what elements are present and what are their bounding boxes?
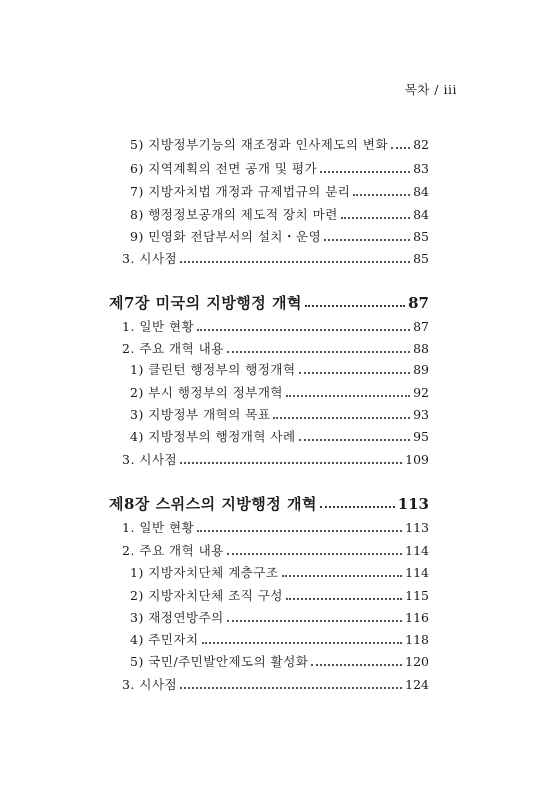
dot-leader	[320, 171, 410, 173]
dot-leader	[282, 575, 403, 577]
dot-leader	[180, 687, 402, 689]
dot-leader	[180, 261, 410, 263]
toc-entry-label: 8) 행정정보공개의 제도적 장치 마련	[130, 207, 338, 222]
toc-entry-label: 1) 클린턴 행정부의 행정개혁	[130, 362, 296, 377]
toc-entry-label: 4) 주민자치	[130, 632, 199, 647]
toc-entry-label: 9) 민영화 전담부서의 설치・운영	[130, 229, 322, 244]
toc-entry[interactable]	[122, 250, 429, 268]
toc-entry-label: 7) 지방자치법 개정과 규제법규의 분리	[130, 184, 351, 199]
dot-leader	[391, 147, 410, 149]
toc-entry[interactable]	[122, 519, 429, 537]
dot-leader	[299, 372, 411, 374]
toc-entry-page: 114	[405, 565, 429, 580]
toc-entry[interactable]	[130, 384, 429, 402]
dot-leader	[305, 305, 405, 307]
toc-entry[interactable]	[122, 340, 429, 358]
toc-entry[interactable]	[130, 564, 429, 582]
toc-entry-page: 85	[413, 229, 429, 244]
toc-entry[interactable]	[130, 406, 429, 424]
toc-entry[interactable]	[130, 136, 429, 154]
toc-entry-label: 3. 시사점	[122, 251, 178, 266]
toc-entry[interactable]	[122, 542, 429, 560]
dot-leader	[197, 329, 410, 331]
toc-entry-page: 109	[405, 452, 429, 467]
toc-entry[interactable]	[130, 183, 429, 201]
toc-entry[interactable]	[122, 676, 429, 694]
toc-entry-page: 120	[405, 654, 429, 669]
toc-entry-page: 84	[413, 184, 429, 199]
dot-leader	[202, 642, 403, 644]
dot-leader	[286, 395, 410, 397]
dot-leader	[227, 620, 402, 622]
toc-entry-page: 84	[413, 207, 429, 222]
toc-entry-page: 115	[405, 588, 429, 603]
toc-entry-page: 118	[405, 632, 429, 647]
toc-entry-page: 82	[413, 137, 429, 152]
toc-entry-page: 113	[405, 520, 429, 535]
toc-entry-label: 3. 시사점	[122, 677, 178, 692]
toc-entry-page: 85	[413, 251, 429, 266]
toc-entry[interactable]	[130, 361, 429, 379]
toc-entry-label: 1. 일반 현황	[122, 319, 195, 334]
toc-entry-page: 87	[413, 319, 429, 334]
toc-chapter-label: 제8장 스위스의 지방행정 개혁	[109, 495, 317, 513]
toc-entry[interactable]	[130, 160, 429, 178]
dot-leader	[299, 439, 411, 441]
toc-entry[interactable]	[130, 206, 429, 224]
toc-entry-label: 2) 부시 행정부의 정부개혁	[130, 385, 284, 400]
toc-entry-label: 2) 지방자치단체 조직 구성	[130, 588, 284, 603]
running-header: 목차 / iii	[404, 82, 457, 97]
toc-entry[interactable]	[122, 451, 429, 469]
toc-entry-label: 3) 재정연방주의	[130, 610, 224, 625]
toc-entry[interactable]	[130, 587, 429, 605]
dot-leader	[273, 417, 410, 419]
toc-entry-page: 92	[413, 385, 429, 400]
dot-leader	[320, 506, 395, 508]
toc-entry-page: 95	[413, 429, 429, 444]
toc-entry[interactable]	[130, 228, 429, 246]
dot-leader	[353, 194, 410, 196]
toc-entry-label: 3. 시사점	[122, 452, 178, 467]
toc-entry[interactable]	[130, 653, 429, 671]
toc-entry-page: 114	[405, 543, 429, 558]
toc-entry-label: 2. 주요 개혁 내용	[122, 341, 224, 356]
dot-leader	[311, 664, 402, 666]
toc-entry-page: 124	[405, 677, 429, 692]
dot-leader	[197, 530, 402, 532]
toc-chapter-7[interactable]	[109, 292, 429, 314]
dot-leader	[341, 217, 410, 219]
toc-entry-label: 1) 지방자치단체 계층구조	[130, 565, 279, 580]
toc-entry-label: 4) 지방정부의 행정개혁 사례	[130, 429, 296, 444]
toc-chapter-page: 87	[408, 294, 429, 312]
toc-entry[interactable]	[130, 609, 429, 627]
toc-entry-label: 1. 일반 현황	[122, 520, 195, 535]
dot-leader	[180, 462, 402, 464]
toc-entry-page: 89	[413, 362, 429, 377]
toc-chapter-page: 113	[397, 495, 429, 513]
dot-leader	[227, 553, 402, 555]
toc-entry[interactable]	[130, 631, 429, 649]
toc-entry-label: 3) 지방정부 개혁의 목표	[130, 407, 271, 422]
toc-chapter-8[interactable]	[109, 493, 429, 515]
toc-entry-page: 88	[413, 341, 429, 356]
toc-entry-label: 6) 지역계획의 전면 공개 및 평가	[130, 161, 318, 176]
toc-entry-label: 5) 국민/주민발안제도의 활성화	[130, 654, 309, 669]
toc-entry[interactable]	[130, 428, 429, 446]
dot-leader	[227, 351, 410, 353]
toc-entry-label: 5) 지방정부기능의 재조정과 인사제도의 변화	[130, 137, 389, 152]
toc-entry[interactable]	[122, 318, 429, 336]
toc-chapter-label: 제7장 미국의 지방행정 개혁	[109, 294, 302, 312]
dot-leader	[324, 239, 410, 241]
toc-entry-page: 83	[413, 161, 429, 176]
toc-entry-page: 116	[405, 610, 429, 625]
toc-entry-page: 93	[413, 407, 429, 422]
toc-entry-label: 2. 주요 개혁 내용	[122, 543, 224, 558]
dot-leader	[286, 598, 402, 600]
